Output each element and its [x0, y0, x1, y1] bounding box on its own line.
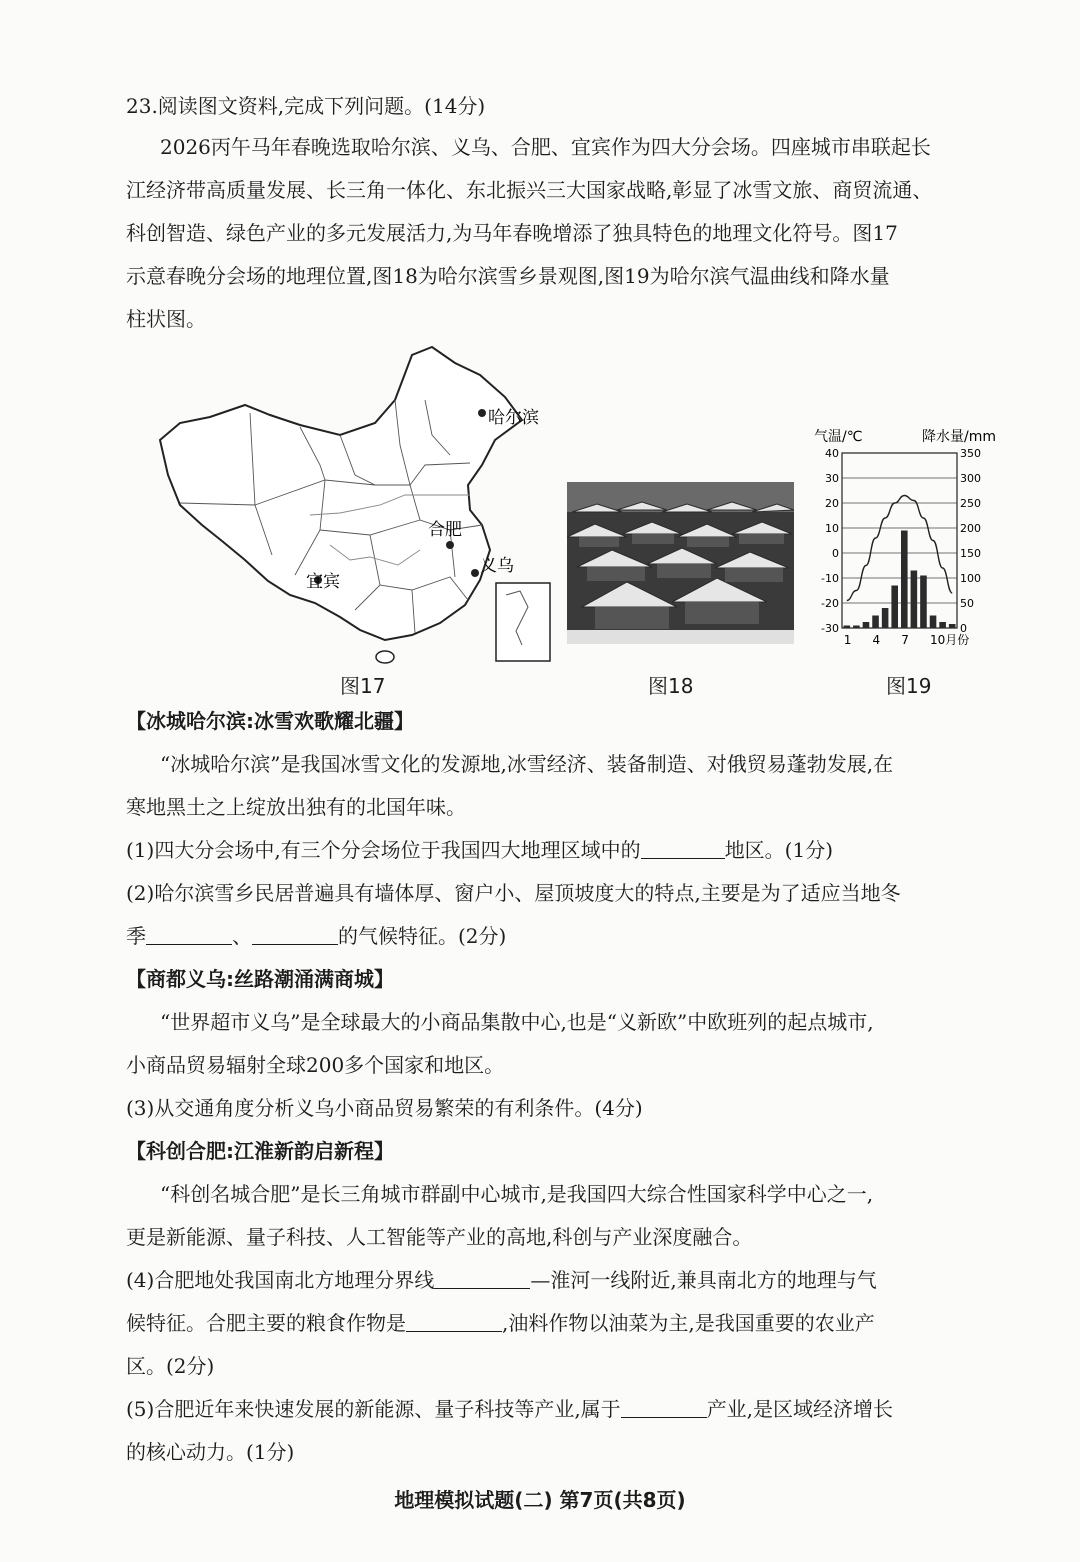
map-label-yibin: 宜宾 — [306, 572, 340, 592]
precip-tick-label: 0 — [960, 622, 967, 635]
precip-bar — [882, 608, 889, 628]
precip-tick-label: 350 — [960, 447, 981, 460]
q5-text-a: (5)合肥近年来快速发展的新能源、量子科技等产业,属于 — [126, 1397, 621, 1421]
precip-bar — [920, 576, 927, 629]
temp-tick-label: -10 — [821, 572, 839, 585]
harbin-dot — [478, 409, 486, 417]
intro-line-2: 江经济带高质量发展、长三角一体化、东北振兴三大国家战略,彰显了冰雪文旅、商贸流通、 — [126, 178, 933, 202]
snow-village-photo — [567, 482, 794, 644]
intro-line-3: 科创智造、绿色产业的多元发展活力,为马年春晚增添了独具特色的地理文化符号。图17 — [126, 221, 898, 245]
precip-bar — [930, 616, 937, 629]
q3: (3)从交通角度分析义乌小商品贸易繁荣的有利条件。(4分) — [126, 1096, 643, 1120]
section3-header: 【科创合肥:江淮新韵启新程】 — [126, 1139, 394, 1163]
q4-text-b: —淮河一线附近,兼具南北方的地理与气 — [530, 1268, 877, 1292]
section3-text-1: “科创名城合肥”是长三角城市群副中心城市,是我国四大综合性国家科学中心之一, — [160, 1182, 874, 1206]
x-tick-label: 10月份 — [930, 633, 970, 647]
q4-line-1 — [126, 1266, 877, 1294]
temp-tick-label: -20 — [821, 597, 839, 610]
q1-blank[interactable] — [641, 838, 725, 859]
q2-text-b1: 季 — [126, 924, 146, 948]
section1-text-2: 寒地黑土之上绽放出独有的北国年味。 — [126, 795, 466, 819]
fig18-caption: 图18 — [648, 674, 694, 698]
temp-tick-label: 20 — [825, 497, 839, 510]
intro-line-1: 2026丙午马年春晚选取哈尔滨、义乌、合肥、宜宾作为四大分会场。四座城市串联起长 — [160, 135, 931, 159]
q1-text-b: 地区。(1分) — [724, 838, 834, 862]
temp-tick-label: 0 — [832, 547, 839, 560]
q5-line-1 — [126, 1395, 893, 1423]
temp-tick-label: 10 — [825, 522, 839, 535]
q2-line-1: (2)哈尔滨雪乡民居普遍具有墙体厚、窗户小、屋顶坡度大的特点,主要是为了适应当地冬 — [126, 881, 901, 905]
china-outline — [160, 347, 522, 640]
q4-text-a: (4)合肥地处我国南北方地理分界线 — [126, 1268, 435, 1292]
q5-blank[interactable] — [621, 1397, 707, 1418]
precip-bar — [911, 571, 918, 629]
precip-tick-label: 50 — [960, 597, 974, 610]
precip-bar — [939, 622, 946, 628]
section2-header: 【商都义乌:丝路潮涌满商城】 — [126, 967, 394, 991]
precip-tick-label: 300 — [960, 472, 981, 485]
page-footer: 地理模拟试题(二) 第7页(共8页) — [394, 1488, 686, 1512]
section2-text-1: “世界超市义乌”是全球最大的小商品集散中心,也是“义新欧”中欧班列的起点城市, — [160, 1010, 874, 1034]
precip-tick-label: 100 — [960, 572, 981, 585]
section3-text-2: 更是新能源、量子科技、人工智能等产业的高地,科创与产业深度融合。 — [126, 1225, 753, 1249]
precip-bar — [901, 531, 908, 629]
question-title: 23.阅读图文资料,完成下列问题。(14分) — [126, 94, 486, 118]
hainan-island — [376, 651, 394, 663]
climate-chart — [812, 425, 1002, 653]
precip-bar — [863, 622, 870, 628]
temp-tick-label: 40 — [825, 447, 839, 460]
precip-tick-label: 200 — [960, 522, 981, 535]
precip-bar — [872, 616, 879, 629]
x-tick-label: 4 — [872, 633, 881, 647]
q4-line-2 — [126, 1309, 875, 1337]
q5-text-b: 产业,是区域经济增长 — [706, 1397, 894, 1421]
map-label-hefei: 合肥 — [428, 520, 462, 540]
intro-line-4: 示意春晚分会场的地理位置,图18为哈尔滨雪乡景观图,图19为哈尔滨气温曲线和降水量 — [126, 264, 890, 288]
q2-text-b3: 的气候特征。(2分) — [338, 924, 507, 948]
q4-text-c: 候特征。合肥主要的粮食作物是 — [126, 1311, 406, 1335]
section1-header: 【冰城哈尔滨:冰雪欢歌耀北疆】 — [126, 709, 414, 733]
q4-blank-1[interactable] — [434, 1268, 530, 1289]
temp-tick-label: -30 — [821, 622, 839, 635]
map-label-harbin: 哈尔滨 — [488, 408, 539, 428]
section1-text-1: “冰城哈尔滨”是我国冰雪文化的发源地,冰雪经济、装备制造、对俄贸易蓬勃发展,在 — [160, 752, 894, 776]
yiwu-dot — [471, 569, 479, 577]
section2-text-2: 小商品贸易辐射全球200多个国家和地区。 — [126, 1053, 505, 1077]
temp-tick-label: 30 — [825, 472, 839, 485]
map-label-yiwu: 义乌 — [480, 556, 514, 576]
q2-blank-2[interactable] — [252, 924, 338, 945]
q2-text-b2: 、 — [232, 924, 252, 948]
precip-axis-label: 降水量/mm — [922, 429, 996, 445]
q1-text-a: (1)四大分会场中,有三个分会场位于我国四大地理区域中的 — [126, 838, 641, 862]
precip-tick-label: 150 — [960, 547, 981, 560]
temperature-line — [847, 496, 952, 601]
x-tick-label: 7 — [901, 633, 909, 647]
q4-text-d: ,油料作物以油菜为主,是我国重要的农业产 — [502, 1311, 875, 1335]
fig19-caption: 图19 — [886, 674, 932, 698]
precip-bar — [949, 624, 956, 628]
intro-line-5: 柱状图。 — [126, 307, 206, 331]
precip-tick-label: 250 — [960, 497, 981, 510]
south-sea-inset — [496, 583, 550, 661]
fig17-caption: 图17 — [340, 674, 386, 698]
q4-blank-2[interactable] — [406, 1311, 502, 1332]
q5-line-2: 的核心动力。(1分) — [126, 1440, 295, 1464]
precip-bar — [844, 626, 851, 629]
x-tick-label: 1 — [843, 633, 852, 647]
hefei-dot — [446, 541, 454, 549]
precip-bar — [853, 626, 860, 629]
precip-bar — [891, 586, 898, 629]
q1 — [126, 836, 833, 864]
china-map — [150, 345, 560, 665]
q2-blank-1[interactable] — [146, 924, 232, 945]
temp-axis-label: 气温/℃ — [814, 429, 863, 445]
chart-frame — [842, 453, 957, 628]
q4-line-3: 区。(2分) — [126, 1354, 215, 1378]
q2-line-2 — [126, 922, 506, 950]
